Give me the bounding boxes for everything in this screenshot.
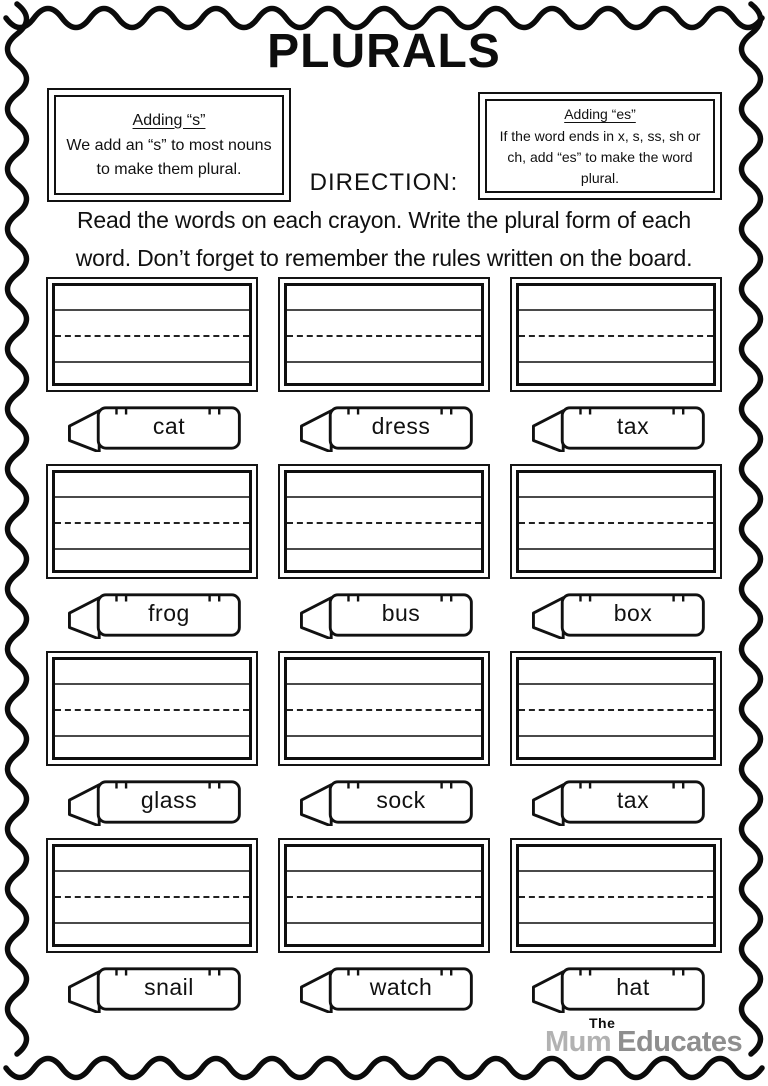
writing-bottom-line — [519, 548, 713, 550]
writing-box — [46, 464, 258, 579]
crayon-word: tax — [616, 413, 650, 439]
writing-box — [510, 838, 722, 953]
crayon-word: hat — [616, 974, 650, 1000]
writing-top-line — [55, 683, 249, 685]
crayon — [57, 591, 247, 639]
writing-top-line — [287, 309, 481, 311]
answer-box[interactable] — [284, 470, 484, 573]
writing-bottom-line — [287, 922, 481, 924]
writing-box — [278, 838, 490, 953]
writing-bottom-line — [519, 922, 713, 924]
exercise-cell — [46, 464, 258, 637]
writing-bottom-line — [287, 548, 481, 550]
instructions-line-1: Read the words on each crayon. Write the plural form of each — [76, 207, 691, 233]
writing-top-line — [519, 683, 713, 685]
writing-top-line — [55, 309, 249, 311]
crayon-word: glass — [140, 787, 198, 813]
writing-box — [278, 651, 490, 766]
border-wave-bottom — [6, 1059, 762, 1078]
instructions — [24, 201, 744, 277]
crayon-word: snail — [144, 974, 194, 1000]
page-title: PLURALS — [267, 25, 501, 78]
rule-s-body: We add an “s” to most nouns to make them plural. — [66, 136, 272, 178]
exercise-cell — [46, 651, 258, 824]
answer-box[interactable] — [516, 844, 716, 947]
crayon-word: dress — [371, 413, 431, 439]
exercise-cell — [510, 838, 722, 1011]
crayon-word: bus — [381, 600, 421, 626]
crayon-word: frog — [148, 600, 190, 626]
brand-logo — [545, 1015, 750, 1061]
answer-box[interactable] — [52, 657, 252, 760]
writing-mid-dashed-line — [287, 335, 481, 337]
crayon — [289, 778, 479, 826]
writing-top-line — [519, 309, 713, 311]
rule-es-heading: Adding “es” — [564, 105, 636, 122]
writing-box — [510, 464, 722, 579]
writing-box — [278, 464, 490, 579]
writing-top-line — [287, 870, 481, 872]
exercise-cell — [278, 651, 490, 824]
border-wave-right — [742, 4, 761, 1054]
writing-mid-dashed-line — [55, 335, 249, 337]
writing-top-line — [519, 496, 713, 498]
writing-mid-dashed-line — [287, 896, 481, 898]
crayon — [57, 965, 247, 1013]
writing-mid-dashed-line — [55, 522, 249, 524]
border-wave-left — [8, 4, 27, 1054]
answer-box[interactable] — [52, 283, 252, 386]
writing-top-line — [519, 870, 713, 872]
logo-mum: Mum — [545, 1026, 612, 1058]
crayon — [289, 404, 479, 452]
crayon-word: tax — [616, 787, 650, 813]
writing-bottom-line — [55, 735, 249, 737]
writing-mid-dashed-line — [519, 896, 713, 898]
writing-bottom-line — [519, 361, 713, 363]
writing-bottom-line — [55, 361, 249, 363]
writing-bottom-line — [287, 361, 481, 363]
writing-box — [510, 277, 722, 392]
writing-box — [278, 277, 490, 392]
crayon — [521, 591, 711, 639]
writing-box — [46, 277, 258, 392]
writing-bottom-line — [519, 735, 713, 737]
crayon-word: watch — [369, 974, 433, 1000]
crayon — [521, 404, 711, 452]
writing-mid-dashed-line — [287, 522, 481, 524]
writing-top-line — [55, 870, 249, 872]
crayon-word: box — [613, 600, 653, 626]
writing-mid-dashed-line — [55, 709, 249, 711]
exercise-cell — [278, 838, 490, 1011]
answer-box[interactable] — [284, 283, 484, 386]
exercise-cell — [46, 838, 258, 1011]
writing-box — [46, 838, 258, 953]
exercise-cell — [510, 277, 722, 450]
exercise-cell — [510, 651, 722, 824]
crayon — [57, 778, 247, 826]
logo-words — [545, 1026, 742, 1059]
exercise-cell — [278, 277, 490, 450]
writing-bottom-line — [55, 922, 249, 924]
writing-top-line — [287, 496, 481, 498]
crayon-word: cat — [152, 413, 186, 439]
answer-box[interactable] — [284, 844, 484, 947]
crayon — [521, 965, 711, 1013]
answer-box[interactable] — [516, 283, 716, 386]
answer-box[interactable] — [516, 657, 716, 760]
crayon — [289, 591, 479, 639]
writing-mid-dashed-line — [519, 709, 713, 711]
writing-box — [46, 651, 258, 766]
crayon-word: sock — [376, 787, 426, 813]
answer-box[interactable] — [52, 844, 252, 947]
answer-box[interactable] — [516, 470, 716, 573]
writing-mid-dashed-line — [287, 709, 481, 711]
writing-bottom-line — [287, 735, 481, 737]
writing-top-line — [287, 683, 481, 685]
crayon — [289, 965, 479, 1013]
logo-the: The — [589, 1015, 616, 1031]
answer-box[interactable] — [284, 657, 484, 760]
writing-mid-dashed-line — [519, 335, 713, 337]
exercise-grid — [46, 277, 722, 1011]
direction-label: DIRECTION: — [309, 169, 459, 196]
rule-s-heading: Adding “s” — [132, 111, 206, 129]
answer-box[interactable] — [52, 470, 252, 573]
logo-educates: Educates — [617, 1026, 743, 1058]
crayon — [57, 404, 247, 452]
exercise-cell — [46, 277, 258, 450]
instructions-line-2: word. Don’t forget to remember the rules written on the board. — [75, 245, 693, 271]
writing-box — [510, 651, 722, 766]
crayon — [521, 778, 711, 826]
rule-es-body: If the word ends in x, s, ss, sh or ch, add “es” to make the word plural. — [499, 127, 701, 186]
writing-mid-dashed-line — [519, 522, 713, 524]
exercise-cell — [510, 464, 722, 637]
writing-top-line — [55, 496, 249, 498]
exercise-cell — [278, 464, 490, 637]
writing-bottom-line — [55, 548, 249, 550]
writing-mid-dashed-line — [55, 896, 249, 898]
